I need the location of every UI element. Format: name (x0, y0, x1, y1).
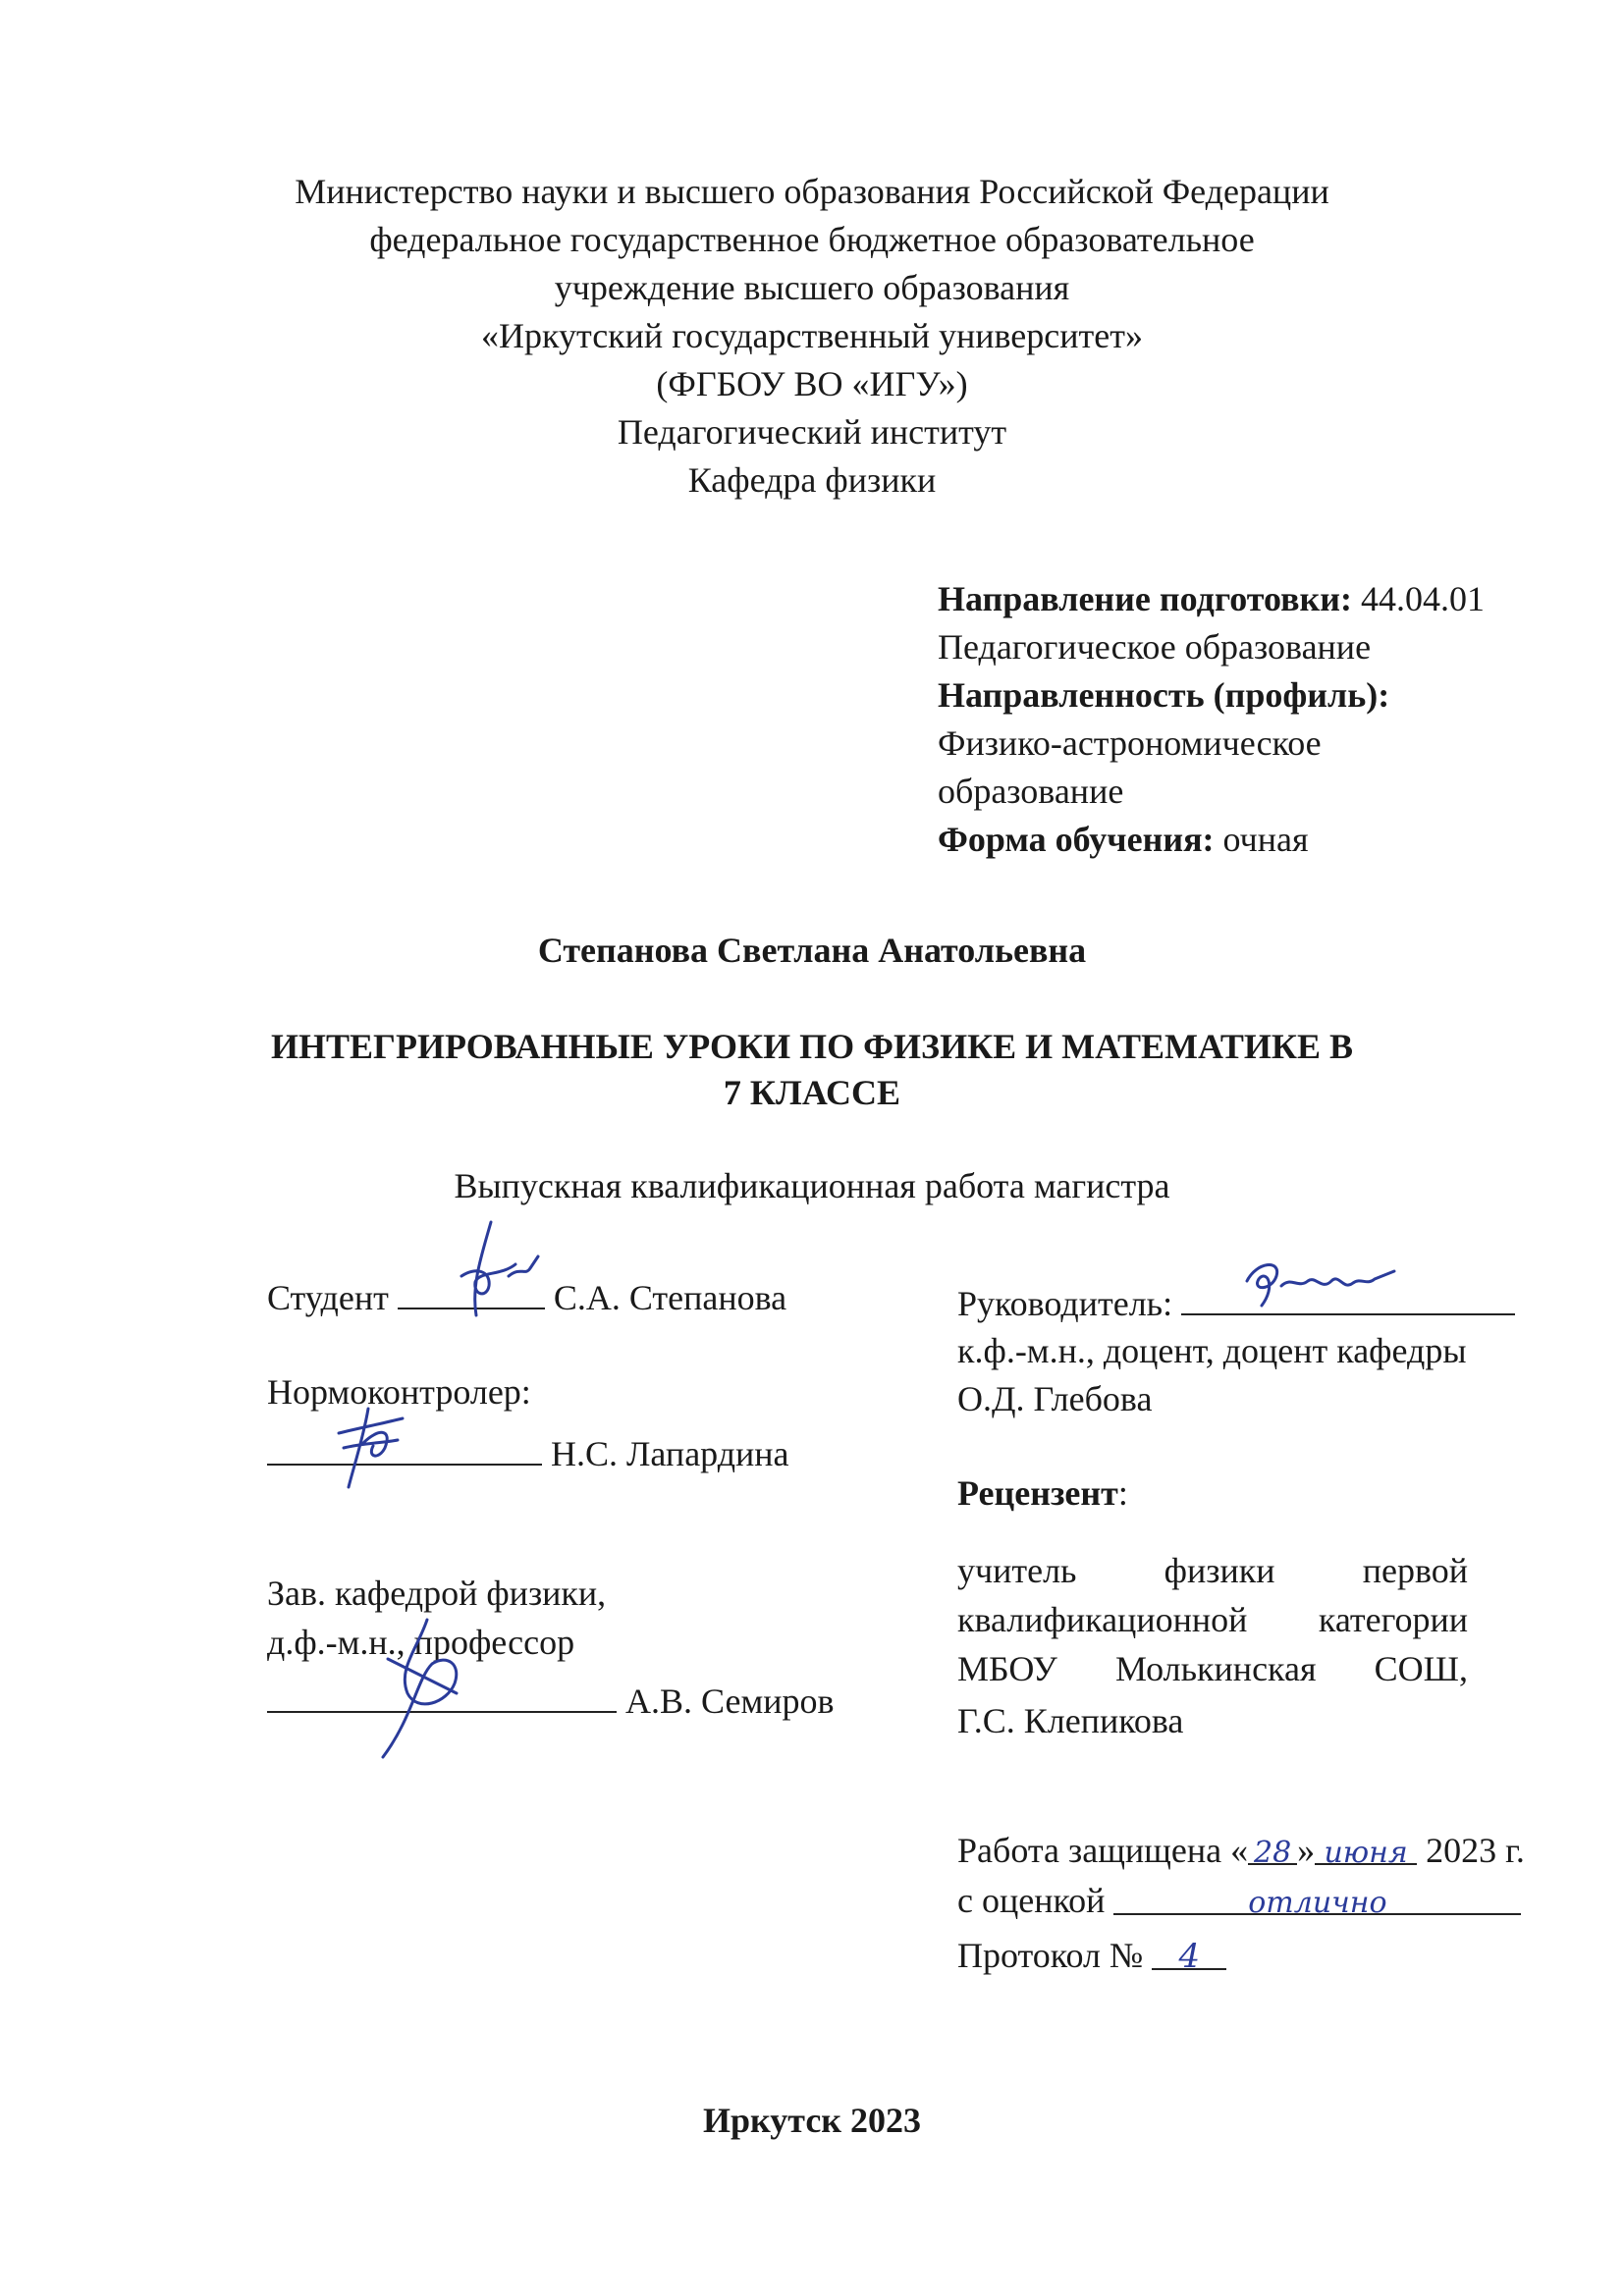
reviewer-label: Рецензент (957, 1473, 1118, 1513)
reviewer-colon: : (1117, 1473, 1128, 1513)
reviewer-description (957, 1546, 1468, 1693)
department-name: Кафедра физики (687, 460, 937, 500)
defended-prefix: Работа защищена « (957, 1831, 1249, 1870)
ministry-line: Министерство науки и высшего образования Российской Федерации (295, 172, 1329, 211)
direction-name: Педагогическое образование (938, 627, 1372, 667)
institution-type-line: федеральное государственное бюджетное образовательное (369, 220, 1255, 259)
defended-month-field (1315, 1828, 1417, 1870)
direction-code: 44.04.01 (1361, 579, 1486, 618)
profile-label: Направленность (профиль): (938, 675, 1390, 715)
profile-value-2: образование (938, 772, 1124, 811)
student-label: Студент (267, 1278, 389, 1317)
grade-value: отлично (1248, 1886, 1387, 1920)
reviewer-word: МБОУ (957, 1649, 1057, 1688)
institution-type-line-2: учреждение высшего образования (554, 268, 1070, 307)
reviewer-word: квалификационной (957, 1600, 1248, 1639)
defended-day-field (1248, 1828, 1297, 1870)
reviewer-word: физики (1164, 1551, 1275, 1590)
reviewer-word: категории (1318, 1600, 1468, 1639)
institute-name: Педагогический институт (617, 412, 1007, 452)
head-title-2: д.ф.-м.н., профессор (267, 1623, 575, 1662)
reviewer-row-2 (957, 1595, 1468, 1644)
university-name: «Иркутский государственный университет» (481, 316, 1143, 355)
head-title-1: Зав. кафедрой физики, (267, 1574, 607, 1613)
supervisor-name: О.Д. Глебова (957, 1379, 1153, 1418)
defended-month: июня (1324, 1836, 1408, 1870)
normcontrol-label: Нормоконтролер: (267, 1372, 531, 1412)
head-line (267, 1676, 834, 1724)
supervisor-signature-icon (1237, 1252, 1404, 1320)
reviewer-word: учитель (957, 1551, 1077, 1590)
direction-label: Направление подготовки: (938, 579, 1353, 618)
defended-line (957, 1828, 1525, 1873)
reviewer-row-1 (957, 1546, 1468, 1595)
city-year: Иркутск 2023 (702, 2101, 922, 2140)
author-name: Степанова Светлана Анатольевна (537, 931, 1087, 970)
protocol-line (957, 1933, 1226, 1978)
grade-line (957, 1878, 1521, 1923)
protocol-value: 4 (1178, 1937, 1201, 1976)
reviewer-word: первой (1362, 1551, 1468, 1590)
student-name: С.А. Степанова (553, 1278, 787, 1317)
work-type: Выпускная квалификационная работа магистра (454, 1166, 1170, 1205)
supervisor-label: Руководитель: (957, 1284, 1173, 1323)
reviewer-word: СОШ, (1374, 1649, 1468, 1688)
protocol-field (1152, 1933, 1226, 1976)
defended-day: 28 (1254, 1836, 1292, 1870)
reviewer-row-3 (957, 1644, 1468, 1693)
head-name: А.В. Семиров (625, 1682, 835, 1721)
profile-value-1: Физико-астрономическое (938, 723, 1322, 763)
direction-line (938, 576, 1485, 621)
normcontrol-name: Н.С. Лапардина (551, 1434, 789, 1473)
reviewer-name: Г.С. Клепикова (957, 1701, 1184, 1740)
thesis-title-line-2: 7 КЛАССЕ (723, 1073, 901, 1112)
study-form-line (938, 817, 1309, 862)
thesis-title-line-1: ИНТЕГРИРОВАННЫЕ УРОКИ ПО ФИЗИКЕ И МАТЕМАТИКЕ В (271, 1027, 1353, 1066)
study-form-value: очная (1222, 820, 1309, 859)
grade-field (1113, 1878, 1521, 1920)
grade-label: с оценкой (957, 1881, 1106, 1920)
head-signature-icon (368, 1610, 506, 1767)
normcontrol-signature-icon (324, 1389, 432, 1497)
student-signature-icon (422, 1217, 569, 1325)
university-abbr: (ФГБОУ ВО «ИГУ») (656, 364, 968, 403)
defended-suffix: 2023 г. (1426, 1831, 1525, 1870)
reviewer-heading (957, 1470, 1128, 1516)
reviewer-word: Молькинская (1115, 1649, 1317, 1688)
study-form-label: Форма обучения: (938, 820, 1215, 859)
protocol-label: Протокол № (957, 1936, 1144, 1975)
defended-mid: » (1297, 1831, 1316, 1870)
supervisor-title: к.ф.-м.н., доцент, доцент кафедры (957, 1331, 1467, 1370)
